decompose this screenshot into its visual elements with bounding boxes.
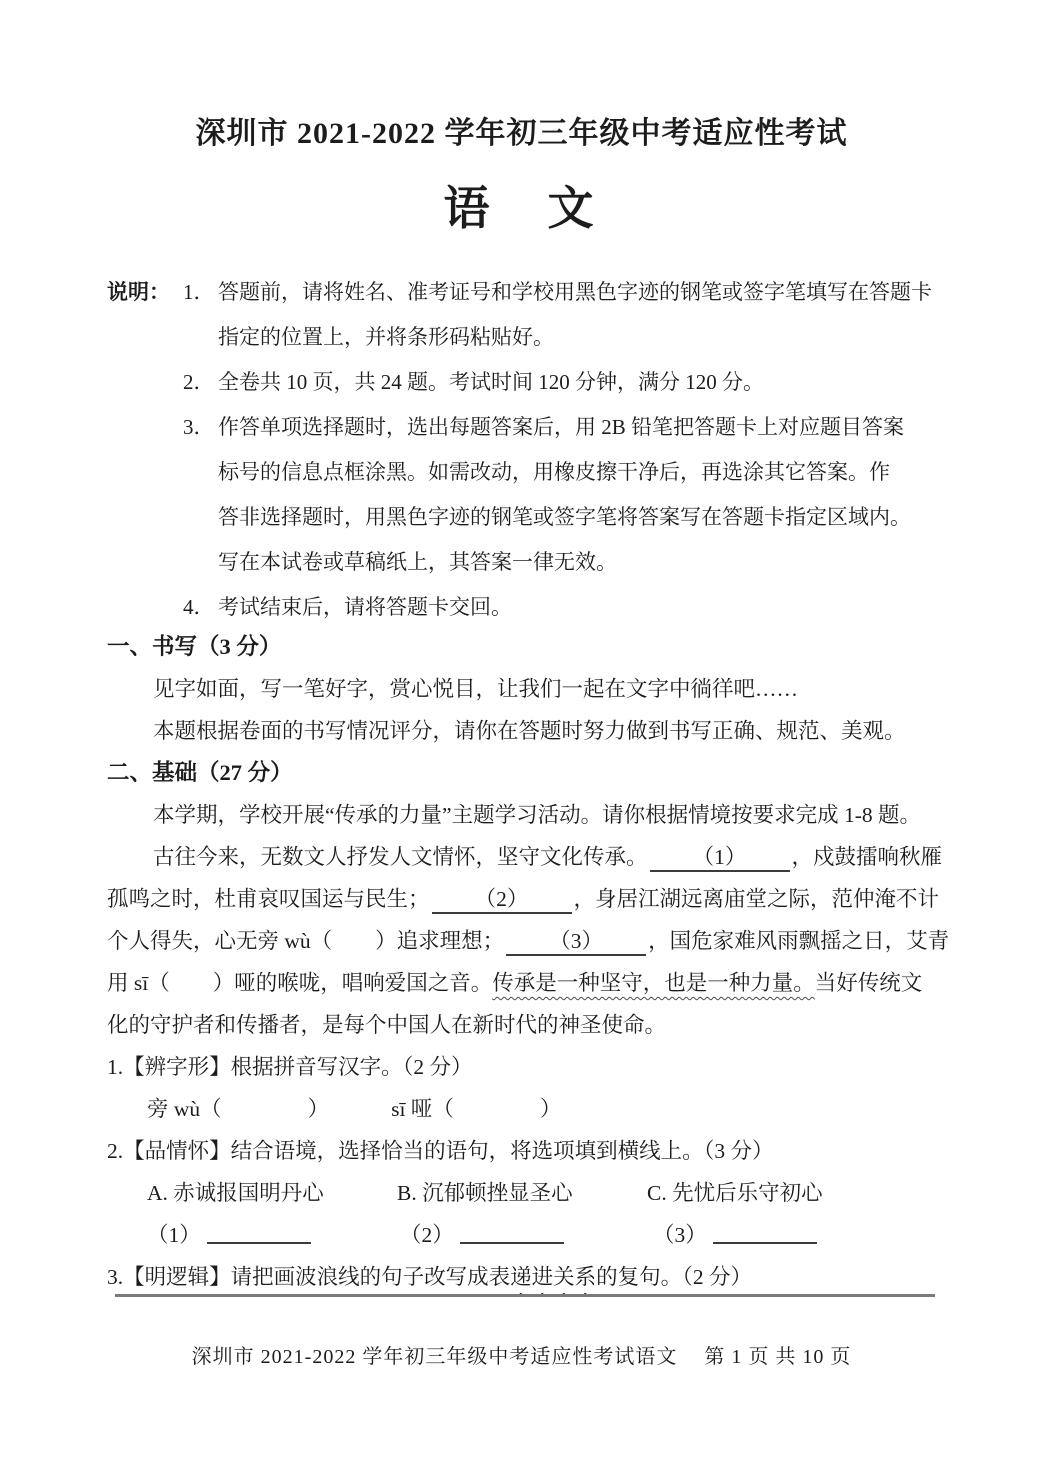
- passage-line-5: 化的守护者和传播者，是每个中国人在新时代的神圣使命。: [107, 1013, 667, 1037]
- instruction-line: 作答单项选择题时，选出每题答案后，用 2B 铅笔把答题卡上对应题目答案: [218, 415, 905, 439]
- exam-title: 深圳市 2021-2022 学年初三年级中考适应性考试: [195, 117, 848, 150]
- question-3-stem: [107, 1256, 943, 1298]
- q2-option-b: B. 沉郁顿挫显圣心: [397, 1181, 573, 1205]
- slot-label: （3）: [653, 1223, 707, 1247]
- q2-answer-slot-2: [400, 1214, 653, 1256]
- question-1-blanks: [107, 1088, 943, 1130]
- passage-line-2: [107, 878, 943, 920]
- instruction-line: 全卷共 10 页，共 24 题。考试时间 120 分钟，满分 120 分。: [218, 370, 764, 394]
- instruction-line: 答题前，请将姓名、准考证号和学校用黑色字迹的钢笔或签字笔填写在答题卡: [218, 280, 932, 304]
- passage-text: ，国危家难风雨飘摇之日，艾青: [648, 929, 950, 953]
- passage-text: ，戍鼓擂响秋雁: [791, 845, 943, 869]
- passage-text: 用 sī（ ）哑的喉咙，唱响爱国之音。: [107, 971, 493, 995]
- question-text: 请把画波浪线的句子改写成表: [230, 1265, 511, 1289]
- footer-divider-rule: [115, 1294, 935, 1297]
- question-tag: 【明逻辑】: [123, 1265, 231, 1289]
- instruction-number: 1．: [183, 280, 215, 304]
- instruction-line: 考试结束后，请将答题卡交回。: [218, 595, 512, 619]
- passage-blank-3: （3）: [506, 928, 646, 956]
- q2-option-a: A. 赤诚报国明丹心: [147, 1181, 324, 1205]
- passage-line-4: [107, 962, 943, 1004]
- question-2-options: [107, 1172, 943, 1214]
- instruction-number: 4．: [183, 595, 215, 619]
- q2-answer-slot-1: [147, 1214, 400, 1256]
- slot-label: （1）: [147, 1223, 201, 1247]
- exam-subject: 语 文: [443, 183, 600, 234]
- instruction-item-3: [183, 405, 957, 585]
- q1-blank-b: sī 哑（ ）: [391, 1097, 562, 1121]
- exam-instructions: [107, 270, 957, 630]
- question-text: 根据拼音写汉字。（2 分）: [230, 1055, 473, 1079]
- question-2-answer-slots: [107, 1214, 943, 1256]
- question-text: 结合语境，选择恰当的语句，将选项填到横线上。（3 分）: [230, 1139, 774, 1163]
- passage-blank-2: （2）: [432, 886, 572, 914]
- q3-emphasized-text: 递进关系: [510, 1265, 597, 1289]
- question-1-stem: [107, 1046, 943, 1088]
- passage-text: 个人得失，心无旁 wù（ ）追求理想；: [107, 929, 505, 953]
- instruction-line: 答非选择题时，用黑色字迹的钢笔或签字笔将答案写在答题卡指定区域内。: [218, 505, 911, 529]
- passage-blank-1: （1）: [650, 844, 790, 872]
- slot-label: （2）: [400, 1223, 454, 1247]
- instructions-list: [183, 270, 957, 630]
- q2-option-c: C. 先忧后乐守初心: [647, 1181, 823, 1205]
- q2-answer-slot-3: [653, 1214, 906, 1256]
- writing-line-2: 本题根据卷面的书写情况评分，请你在答题时努力做到书写正确、规范、美观。: [153, 719, 906, 743]
- basics-intro-line: 本学期，学校开展“传承的力量”主题学习活动。请你根据情境按要求完成 1-8 题。: [153, 803, 921, 827]
- section-heading-writing: 一、书写（3 分）: [107, 634, 282, 659]
- passage-line-1: [107, 836, 943, 878]
- passage-line-3: [107, 920, 950, 962]
- question-number: 2.: [107, 1139, 124, 1163]
- question-tag: 【辨字形】: [123, 1055, 231, 1079]
- instruction-item-2: [183, 360, 957, 405]
- question-tag: 【品情怀】: [123, 1139, 231, 1163]
- question-number: 3.: [107, 1265, 124, 1289]
- instruction-number: 2．: [183, 370, 215, 394]
- instruction-number: 3．: [183, 415, 215, 439]
- answer-line: [713, 1222, 817, 1244]
- answer-line: [207, 1222, 311, 1244]
- page-footer: 深圳市 2021-2022 学年初三年级中考适应性考试语文 第 1 页 共 10 页: [191, 1346, 852, 1368]
- question-2-stem: [107, 1130, 943, 1172]
- passage-text: 孤鸣之时，杜甫哀叹国运与民生；: [107, 887, 430, 911]
- exam-body: [107, 626, 950, 1298]
- section-heading-basics: 二、基础（27 分）: [107, 760, 293, 785]
- question-text: 的复句。（2 分）: [596, 1265, 753, 1289]
- question-number: 1.: [107, 1055, 124, 1079]
- passage-text: 当好传统文: [814, 971, 923, 995]
- instructions-label: 说明：: [107, 280, 170, 304]
- passage-text: 古往今来，无数文人抒发人文情怀，坚守文化传承。: [153, 845, 648, 869]
- instruction-item-1: [183, 270, 957, 360]
- instruction-line: 指定的位置上，并将条形码粘贴好。: [218, 325, 554, 349]
- wavy-underlined-sentence: 传承是一种坚守，也是一种力量。: [492, 971, 815, 995]
- instruction-line: 标号的信息点框涂黑。如需改动，用橡皮擦干净后，再选涂其它答案。作: [218, 460, 890, 484]
- instruction-item-4: [183, 585, 957, 630]
- passage-text: ，身居江湖远离庙堂之际，范仲淹不计: [573, 887, 940, 911]
- q1-blank-a: 旁 wù（ ）: [147, 1097, 330, 1121]
- instruction-line: 写在本试卷或草稿纸上，其答案一律无效。: [218, 550, 617, 574]
- answer-line: [460, 1222, 564, 1244]
- writing-line-1: 见字如面，写一笔好字，赏心悦目，让我们一起在文字中徜徉吧……: [153, 677, 799, 701]
